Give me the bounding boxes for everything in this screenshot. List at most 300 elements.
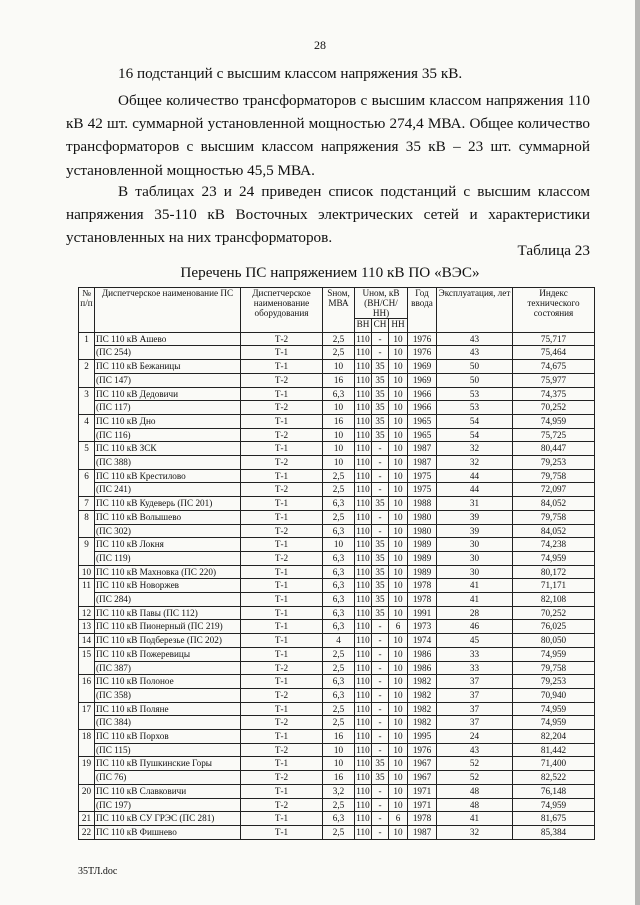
table-row <box>79 812 595 826</box>
cell-year: 1965 <box>408 414 437 428</box>
cell-equipment: Т-1 <box>241 414 323 428</box>
cell-equipment: Т-2 <box>241 456 323 470</box>
cell-snom: 10 <box>323 456 355 470</box>
cell-equipment: Т-1 <box>241 634 323 648</box>
cell-exploitation: 33 <box>437 647 513 661</box>
table-row <box>79 497 595 511</box>
cell-vn: 110 <box>355 442 372 456</box>
cell-vn: 110 <box>355 812 372 826</box>
cell-nn: 10 <box>389 401 408 415</box>
cell-sn: - <box>372 483 389 497</box>
cell-name: (ПС 241) <box>95 483 241 497</box>
cell-exploitation: 53 <box>437 387 513 401</box>
cell-num: 9 <box>79 538 95 565</box>
cell-index: 82,204 <box>513 730 595 744</box>
cell-sn: - <box>372 716 389 730</box>
cell-equipment: Т-2 <box>241 798 323 812</box>
table-row <box>79 743 595 757</box>
cell-vn: 110 <box>355 538 372 552</box>
cell-nn: 10 <box>389 702 408 716</box>
paragraph-3: В таблицах 23 и 24 приведен список подстанций с высшим классом напряжения 35-110 кВ Восточных электрических сетей и характеристики установленных на них трансформаторов. <box>66 183 590 247</box>
cell-name: ПС 110 кВ Павы (ПС 112) <box>95 606 241 620</box>
table-row <box>79 730 595 744</box>
cell-name: ПС 110 кВ Пушкинские Горы <box>95 757 241 771</box>
cell-nn: 10 <box>389 579 408 593</box>
cell-nn: 10 <box>389 826 408 840</box>
cell-name: ПС 110 кВ Порхов <box>95 730 241 744</box>
cell-equipment: Т-1 <box>241 757 323 771</box>
cell-vn: 110 <box>355 647 372 661</box>
cell-sn: 35 <box>372 497 389 511</box>
cell-index: 74,959 <box>513 716 595 730</box>
cell-nn: 10 <box>389 784 408 798</box>
cell-nn: 10 <box>389 510 408 524</box>
cell-exploitation: 37 <box>437 702 513 716</box>
cell-index: 71,400 <box>513 757 595 771</box>
cell-equipment: Т-2 <box>241 483 323 497</box>
cell-year: 1982 <box>408 716 437 730</box>
cell-snom: 2,5 <box>323 332 355 346</box>
cell-exploitation: 41 <box>437 579 513 593</box>
cell-name: (ПС 254) <box>95 346 241 360</box>
cell-exploitation: 43 <box>437 332 513 346</box>
cell-equipment: Т-1 <box>241 606 323 620</box>
cell-exploitation: 52 <box>437 771 513 785</box>
header-year: Год ввода <box>408 288 437 333</box>
cell-exploitation: 53 <box>437 401 513 415</box>
cell-equipment: Т-2 <box>241 373 323 387</box>
cell-equipment: Т-1 <box>241 469 323 483</box>
table-row <box>79 593 595 607</box>
cell-year: 1982 <box>408 688 437 702</box>
cell-sn: 35 <box>372 428 389 442</box>
cell-vn: 110 <box>355 826 372 840</box>
cell-name: (ПС 76) <box>95 771 241 785</box>
cell-nn: 6 <box>389 812 408 826</box>
cell-year: 1986 <box>408 647 437 661</box>
cell-equipment: Т-1 <box>241 565 323 579</box>
cell-num: 5 <box>79 442 95 469</box>
cell-snom: 6,3 <box>323 579 355 593</box>
cell-year: 1987 <box>408 456 437 470</box>
cell-equipment: Т-1 <box>241 387 323 401</box>
table-row <box>79 771 595 785</box>
cell-year: 1966 <box>408 387 437 401</box>
cell-nn: 10 <box>389 757 408 771</box>
cell-sn: - <box>372 798 389 812</box>
cell-sn: - <box>372 647 389 661</box>
scan-edge <box>635 0 640 905</box>
cell-year: 1978 <box>408 579 437 593</box>
cell-year: 1975 <box>408 483 437 497</box>
paragraph-1: 16 подстанций с высшим классом напряжения 35 кВ. <box>118 65 463 82</box>
cell-exploitation: 44 <box>437 469 513 483</box>
table-row <box>79 757 595 771</box>
table-row <box>79 469 595 483</box>
cell-sn: - <box>372 634 389 648</box>
cell-vn: 110 <box>355 414 372 428</box>
cell-nn: 10 <box>389 524 408 538</box>
cell-index: 80,050 <box>513 634 595 648</box>
cell-sn: - <box>372 812 389 826</box>
cell-num: 20 <box>79 784 95 811</box>
cell-sn: - <box>372 620 389 634</box>
cell-year: 1969 <box>408 373 437 387</box>
cell-exploitation: 41 <box>437 812 513 826</box>
cell-equipment: Т-2 <box>241 401 323 415</box>
cell-name: ПС 110 кВ Махновка (ПС 220) <box>95 565 241 579</box>
header-equipment: Диспетчерское наименование оборудования <box>241 288 323 333</box>
cell-sn: - <box>372 469 389 483</box>
cell-nn: 10 <box>389 675 408 689</box>
cell-name: (ПС 358) <box>95 688 241 702</box>
cell-sn: 35 <box>372 387 389 401</box>
cell-sn: 35 <box>372 373 389 387</box>
cell-snom: 2,5 <box>323 826 355 840</box>
cell-exploitation: 31 <box>437 497 513 511</box>
cell-exploitation: 54 <box>437 428 513 442</box>
cell-index: 72,097 <box>513 483 595 497</box>
cell-year: 1980 <box>408 510 437 524</box>
header-exploitation: Эксплуатация, лет <box>437 288 513 333</box>
header-snom: Sном, МВА <box>323 288 355 333</box>
cell-nn: 10 <box>389 771 408 785</box>
cell-nn: 10 <box>389 497 408 511</box>
cell-snom: 6,3 <box>323 812 355 826</box>
cell-sn: - <box>372 675 389 689</box>
cell-index: 75,725 <box>513 428 595 442</box>
cell-exploitation: 37 <box>437 688 513 702</box>
footer-filename: 35ТЛ.doc <box>78 866 118 877</box>
cell-vn: 110 <box>355 483 372 497</box>
cell-name: ПС 110 кВ Локня <box>95 538 241 552</box>
paragraph-2: Общее количество трансформаторов с высшим классом напряжения 110 кВ 42 шт. суммарной установленной мощностью 274,4 МВА. Общее количество трансформаторов с высшим классом напряжения 35 кВ – 23 шт. суммарной установленной мощностью 45,5 МВА. <box>66 92 590 179</box>
cell-vn: 110 <box>355 716 372 730</box>
cell-equipment: Т-1 <box>241 360 323 374</box>
cell-equipment: Т-1 <box>241 702 323 716</box>
cell-equipment: Т-1 <box>241 538 323 552</box>
cell-vn: 110 <box>355 510 372 524</box>
cell-nn: 10 <box>389 428 408 442</box>
cell-index: 74,375 <box>513 387 595 401</box>
cell-num: 13 <box>79 620 95 634</box>
cell-vn: 110 <box>355 784 372 798</box>
table-title: Перечень ПС напряжением 110 кВ ПО «ВЭС» <box>180 264 480 281</box>
cell-name: ПС 110 кВ Полоное <box>95 675 241 689</box>
cell-name: (ПС 384) <box>95 716 241 730</box>
cell-vn: 110 <box>355 730 372 744</box>
cell-num: 11 <box>79 579 95 606</box>
cell-equipment: Т-2 <box>241 661 323 675</box>
cell-year: 1974 <box>408 634 437 648</box>
cell-sn: - <box>372 510 389 524</box>
cell-vn: 110 <box>355 524 372 538</box>
cell-snom: 4 <box>323 634 355 648</box>
cell-year: 1976 <box>408 332 437 346</box>
cell-sn: - <box>372 442 389 456</box>
header-num: № п/п <box>79 288 95 333</box>
cell-exploitation: 37 <box>437 716 513 730</box>
cell-snom: 3,2 <box>323 784 355 798</box>
table-row <box>79 346 595 360</box>
cell-sn: - <box>372 730 389 744</box>
cell-name: ПС 110 кВ СУ ГРЭС (ПС 281) <box>95 812 241 826</box>
table-row <box>79 784 595 798</box>
cell-snom: 16 <box>323 771 355 785</box>
cell-name: (ПС 116) <box>95 428 241 442</box>
cell-snom: 2,5 <box>323 702 355 716</box>
cell-snom: 6,3 <box>323 675 355 689</box>
table-row <box>79 565 595 579</box>
cell-exploitation: 37 <box>437 675 513 689</box>
cell-snom: 2,5 <box>323 469 355 483</box>
cell-snom: 2,5 <box>323 647 355 661</box>
cell-exploitation: 43 <box>437 743 513 757</box>
table-row <box>79 428 595 442</box>
cell-equipment: Т-1 <box>241 730 323 744</box>
cell-name: ПС 110 кВ Крестилово <box>95 469 241 483</box>
cell-sn: 35 <box>372 593 389 607</box>
cell-name: ПС 110 кВ ЗСК <box>95 442 241 456</box>
cell-year: 1975 <box>408 469 437 483</box>
cell-equipment: Т-1 <box>241 620 323 634</box>
cell-index: 74,959 <box>513 798 595 812</box>
cell-exploitation: 24 <box>437 730 513 744</box>
cell-vn: 110 <box>355 593 372 607</box>
cell-snom: 10 <box>323 442 355 456</box>
cell-year: 1995 <box>408 730 437 744</box>
cell-nn: 10 <box>389 647 408 661</box>
cell-nn: 10 <box>389 606 408 620</box>
cell-snom: 6,3 <box>323 620 355 634</box>
cell-name: (ПС 197) <box>95 798 241 812</box>
cell-vn: 110 <box>355 565 372 579</box>
table-row <box>79 647 595 661</box>
cell-exploitation: 30 <box>437 551 513 565</box>
cell-exploitation: 44 <box>437 483 513 497</box>
cell-index: 74,959 <box>513 551 595 565</box>
cell-exploitation: 33 <box>437 661 513 675</box>
cell-equipment: Т-1 <box>241 497 323 511</box>
table-row <box>79 688 595 702</box>
cell-year: 1971 <box>408 784 437 798</box>
cell-nn: 10 <box>389 730 408 744</box>
cell-year: 1989 <box>408 551 437 565</box>
cell-vn: 110 <box>355 661 372 675</box>
cell-exploitation: 46 <box>437 620 513 634</box>
table-row <box>79 524 595 538</box>
cell-index: 81,675 <box>513 812 595 826</box>
cell-nn: 10 <box>389 634 408 648</box>
cell-num: 8 <box>79 510 95 537</box>
header-nn: НН <box>389 319 408 333</box>
table-row <box>79 661 595 675</box>
cell-index: 75,977 <box>513 373 595 387</box>
cell-index: 76,025 <box>513 620 595 634</box>
cell-name: ПС 110 кВ Новоржев <box>95 579 241 593</box>
cell-year: 1969 <box>408 360 437 374</box>
cell-name: ПС 110 кВ Бежаницы <box>95 360 241 374</box>
table-row <box>79 826 595 840</box>
cell-equipment: Т-1 <box>241 647 323 661</box>
cell-name: ПС 110 кВ Кудеверь (ПС 201) <box>95 497 241 511</box>
cell-vn: 110 <box>355 428 372 442</box>
table-row <box>79 620 595 634</box>
cell-index: 74,238 <box>513 538 595 552</box>
table-row <box>79 716 595 730</box>
cell-sn: - <box>372 456 389 470</box>
cell-equipment: Т-1 <box>241 579 323 593</box>
cell-index: 79,253 <box>513 456 595 470</box>
cell-num: 2 <box>79 360 95 387</box>
cell-sn: 35 <box>372 757 389 771</box>
cell-year: 1976 <box>408 743 437 757</box>
cell-snom: 2,5 <box>323 661 355 675</box>
cell-equipment: Т-2 <box>241 716 323 730</box>
cell-snom: 6,3 <box>323 387 355 401</box>
cell-equipment: Т-2 <box>241 688 323 702</box>
cell-num: 19 <box>79 757 95 784</box>
cell-num: 12 <box>79 606 95 620</box>
table-row <box>79 634 595 648</box>
cell-equipment: Т-2 <box>241 743 323 757</box>
cell-sn: - <box>372 743 389 757</box>
cell-index: 79,758 <box>513 661 595 675</box>
cell-name: ПС 110 кВ Волышево <box>95 510 241 524</box>
cell-year: 1986 <box>408 661 437 675</box>
cell-exploitation: 54 <box>437 414 513 428</box>
cell-nn: 10 <box>389 743 408 757</box>
cell-snom: 6,3 <box>323 565 355 579</box>
header-index: Индекс технического состояния <box>513 288 595 333</box>
cell-vn: 110 <box>355 456 372 470</box>
cell-sn: - <box>372 826 389 840</box>
cell-year: 1982 <box>408 675 437 689</box>
cell-nn: 6 <box>389 620 408 634</box>
cell-exploitation: 28 <box>437 606 513 620</box>
cell-sn: 35 <box>372 606 389 620</box>
cell-nn: 10 <box>389 346 408 360</box>
cell-name: ПС 110 кВ Славковичи <box>95 784 241 798</box>
cell-snom: 2,5 <box>323 716 355 730</box>
cell-num: 10 <box>79 565 95 579</box>
table-row <box>79 332 595 346</box>
cell-year: 1978 <box>408 812 437 826</box>
cell-year: 1989 <box>408 565 437 579</box>
cell-index: 84,052 <box>513 497 595 511</box>
cell-vn: 110 <box>355 620 372 634</box>
cell-sn: - <box>372 332 389 346</box>
cell-equipment: Т-1 <box>241 510 323 524</box>
cell-index: 82,522 <box>513 771 595 785</box>
cell-nn: 10 <box>389 373 408 387</box>
cell-exploitation: 30 <box>437 538 513 552</box>
cell-vn: 110 <box>355 688 372 702</box>
cell-snom: 16 <box>323 730 355 744</box>
cell-year: 1988 <box>408 497 437 511</box>
cell-vn: 110 <box>355 360 372 374</box>
table-row <box>79 606 595 620</box>
cell-snom: 6,3 <box>323 606 355 620</box>
cell-vn: 110 <box>355 675 372 689</box>
cell-snom: 6,3 <box>323 524 355 538</box>
cell-num: 3 <box>79 387 95 414</box>
table-row <box>79 387 595 401</box>
cell-index: 84,052 <box>513 524 595 538</box>
cell-index: 70,252 <box>513 606 595 620</box>
cell-exploitation: 32 <box>437 442 513 456</box>
cell-nn: 10 <box>389 538 408 552</box>
cell-equipment: Т-2 <box>241 332 323 346</box>
cell-nn: 10 <box>389 798 408 812</box>
cell-year: 1967 <box>408 771 437 785</box>
cell-sn: 35 <box>372 551 389 565</box>
cell-equipment: Т-2 <box>241 428 323 442</box>
cell-equipment: Т-1 <box>241 826 323 840</box>
cell-name: ПС 110 кВ Дно <box>95 414 241 428</box>
cell-index: 76,148 <box>513 784 595 798</box>
table-label: Таблица 23 <box>517 242 590 259</box>
header-name: Диспетчерское наименование ПС <box>95 288 241 333</box>
cell-name: ПС 110 кВ Ашево <box>95 332 241 346</box>
cell-vn: 110 <box>355 757 372 771</box>
cell-num: 15 <box>79 647 95 674</box>
cell-name: ПС 110 кВ Дедовичи <box>95 387 241 401</box>
cell-num: 21 <box>79 812 95 826</box>
header-unom: Uном, кВ (ВН/СН/НН) <box>355 288 408 319</box>
cell-snom: 16 <box>323 373 355 387</box>
table-row <box>79 538 595 552</box>
cell-sn: - <box>372 661 389 675</box>
cell-exploitation: 48 <box>437 798 513 812</box>
cell-index: 82,108 <box>513 593 595 607</box>
cell-year: 1987 <box>408 826 437 840</box>
cell-nn: 10 <box>389 551 408 565</box>
cell-index: 74,959 <box>513 414 595 428</box>
table-row <box>79 401 595 415</box>
cell-sn: - <box>372 702 389 716</box>
table-row <box>79 360 595 374</box>
cell-nn: 10 <box>389 688 408 702</box>
cell-year: 1976 <box>408 346 437 360</box>
cell-sn: 35 <box>372 538 389 552</box>
cell-sn: 35 <box>372 565 389 579</box>
cell-index: 79,253 <box>513 675 595 689</box>
cell-vn: 110 <box>355 373 372 387</box>
cell-equipment: Т-1 <box>241 593 323 607</box>
cell-index: 74,959 <box>513 702 595 716</box>
header-vn: ВН <box>355 319 372 333</box>
cell-nn: 10 <box>389 360 408 374</box>
cell-nn: 10 <box>389 661 408 675</box>
cell-snom: 6,3 <box>323 497 355 511</box>
table-row <box>79 456 595 470</box>
cell-snom: 2,5 <box>323 346 355 360</box>
cell-year: 1978 <box>408 593 437 607</box>
cell-name: (ПС 119) <box>95 551 241 565</box>
cell-sn: 35 <box>372 414 389 428</box>
cell-vn: 110 <box>355 743 372 757</box>
cell-nn: 10 <box>389 716 408 730</box>
cell-nn: 10 <box>389 593 408 607</box>
cell-exploitation: 39 <box>437 510 513 524</box>
cell-sn: 35 <box>372 579 389 593</box>
cell-index: 71,171 <box>513 579 595 593</box>
cell-nn: 10 <box>389 387 408 401</box>
cell-snom: 6,3 <box>323 688 355 702</box>
cell-snom: 10 <box>323 538 355 552</box>
cell-exploitation: 45 <box>437 634 513 648</box>
